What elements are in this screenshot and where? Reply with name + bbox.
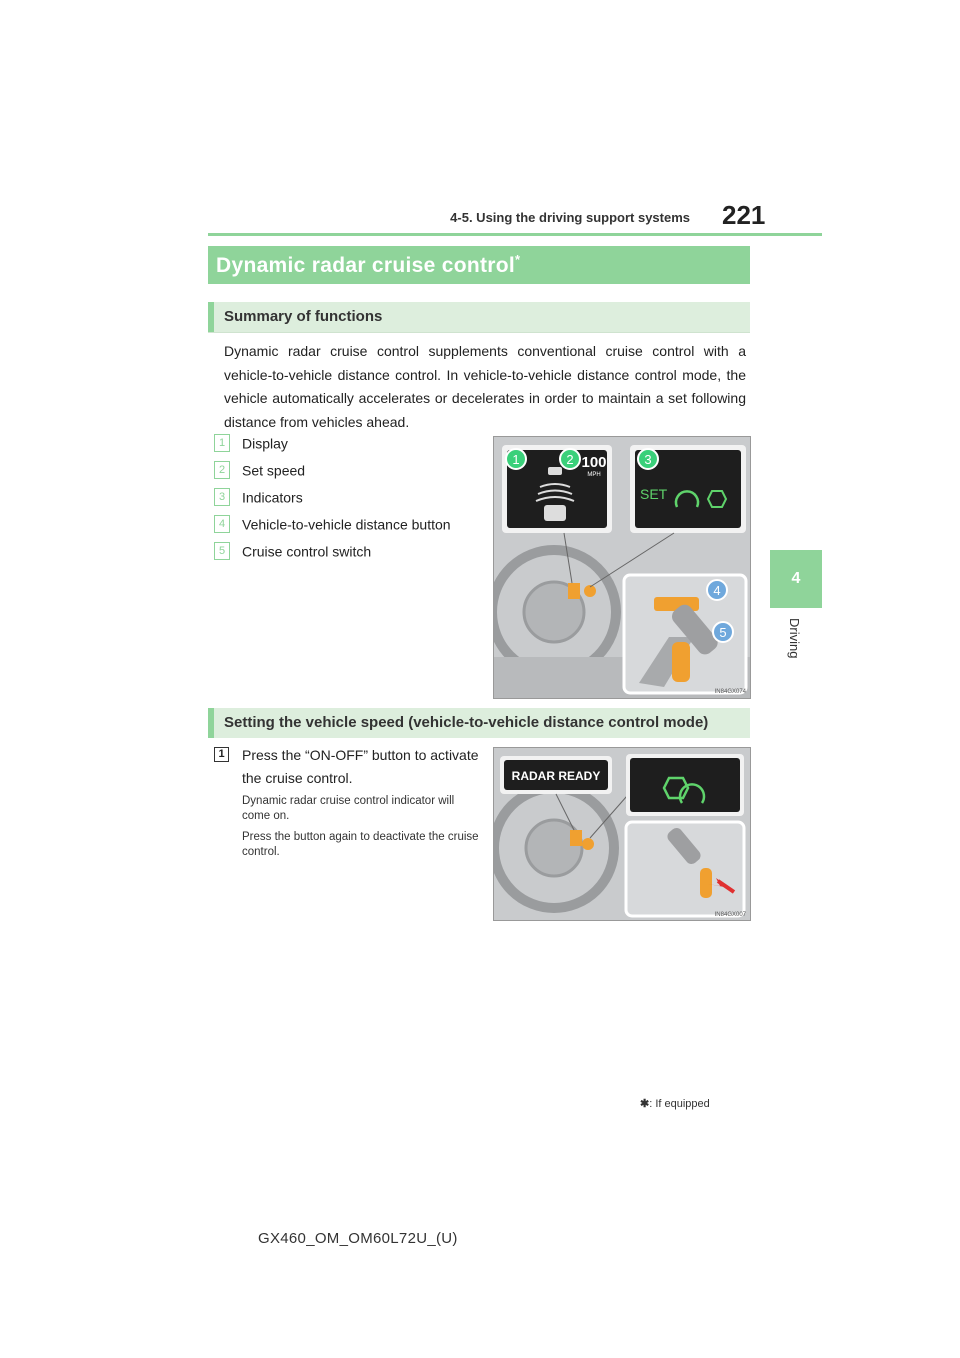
lead-vehicle-icon <box>548 467 562 475</box>
page-number: 221 <box>722 200 766 230</box>
set-speed-value: 100 <box>581 454 607 471</box>
item-label: Set speed <box>242 462 306 479</box>
radar-ready-figure <box>493 747 751 921</box>
item-label: Cruise control switch <box>242 543 372 560</box>
step-text: Press the “ON-OFF” button to activate the cruise control. <box>242 747 479 786</box>
figure-code: IN84GX074 <box>714 689 746 695</box>
item-label: Display <box>242 435 288 452</box>
if-equipped-marker: * <box>515 252 521 267</box>
chapter-label-text: Driving <box>787 618 802 659</box>
radar-ready-text: RADAR READY <box>511 769 601 783</box>
footer-code: GX460_OM_OM60L72U_(U) <box>258 1230 458 1247</box>
cruise-control-figure <box>493 436 751 699</box>
setting-heading <box>208 708 750 738</box>
callout-5: 5 <box>719 625 727 640</box>
list-item <box>214 488 484 506</box>
speed-unit: MPH <box>587 472 601 478</box>
on-off-button <box>700 868 712 898</box>
callout-1: 1 <box>512 452 520 467</box>
cruise-lever <box>672 642 690 682</box>
callout-3: 3 <box>644 452 652 467</box>
item-number: 1 <box>214 434 230 452</box>
chapter-label <box>786 618 806 678</box>
summary-heading <box>208 302 750 333</box>
list-item <box>214 461 484 479</box>
step-number: 1 <box>214 747 229 762</box>
list-item <box>214 542 484 560</box>
step-note: Dynamic radar cruise control indicator will come on. <box>242 795 455 822</box>
figure-code: IN84GX007 <box>714 912 746 918</box>
item-number: 2 <box>214 461 230 479</box>
summary-heading-text: Summary of functions <box>224 308 383 325</box>
item-label: Indicators <box>242 489 303 506</box>
item-label: Vehicle-to-vehicle distance button <box>242 516 451 533</box>
main-heading-title: Dynamic radar cruise control <box>216 254 516 277</box>
callout-2: 2 <box>566 452 574 467</box>
distance-button <box>654 597 699 611</box>
footnote <box>640 1097 710 1110</box>
asterisk-icon: ✱ <box>640 1098 650 1110</box>
set-indicator: SET <box>640 486 668 502</box>
header-rule <box>208 233 822 236</box>
summary-intro: Dynamic radar cruise control supplements conventional cruise control with a vehicle-to-vehicle distance control. In vehicle-to-vehicle distance control mode, the vehicle automatically accelerates or decelerates in order to maintain a set following distance from vehicles ahead. <box>224 343 746 430</box>
list-item <box>214 434 484 452</box>
main-heading <box>208 246 750 284</box>
item-number: 3 <box>214 488 230 506</box>
footnote-text: : If equipped <box>649 1098 710 1110</box>
item-number: 4 <box>214 515 230 533</box>
chapter-number: 4 <box>791 570 801 587</box>
setting-heading-text: Setting the vehicle speed (vehicle-to-vehicle distance control mode) <box>224 714 709 731</box>
step-note: Press the button again to deactivate the cruise control. <box>242 831 479 858</box>
item-number: 5 <box>214 542 230 560</box>
callout-4: 4 <box>713 583 721 598</box>
section-title: 4-5. Using the driving support systems <box>450 210 690 225</box>
own-vehicle-icon <box>544 505 566 521</box>
list-item <box>214 515 484 533</box>
